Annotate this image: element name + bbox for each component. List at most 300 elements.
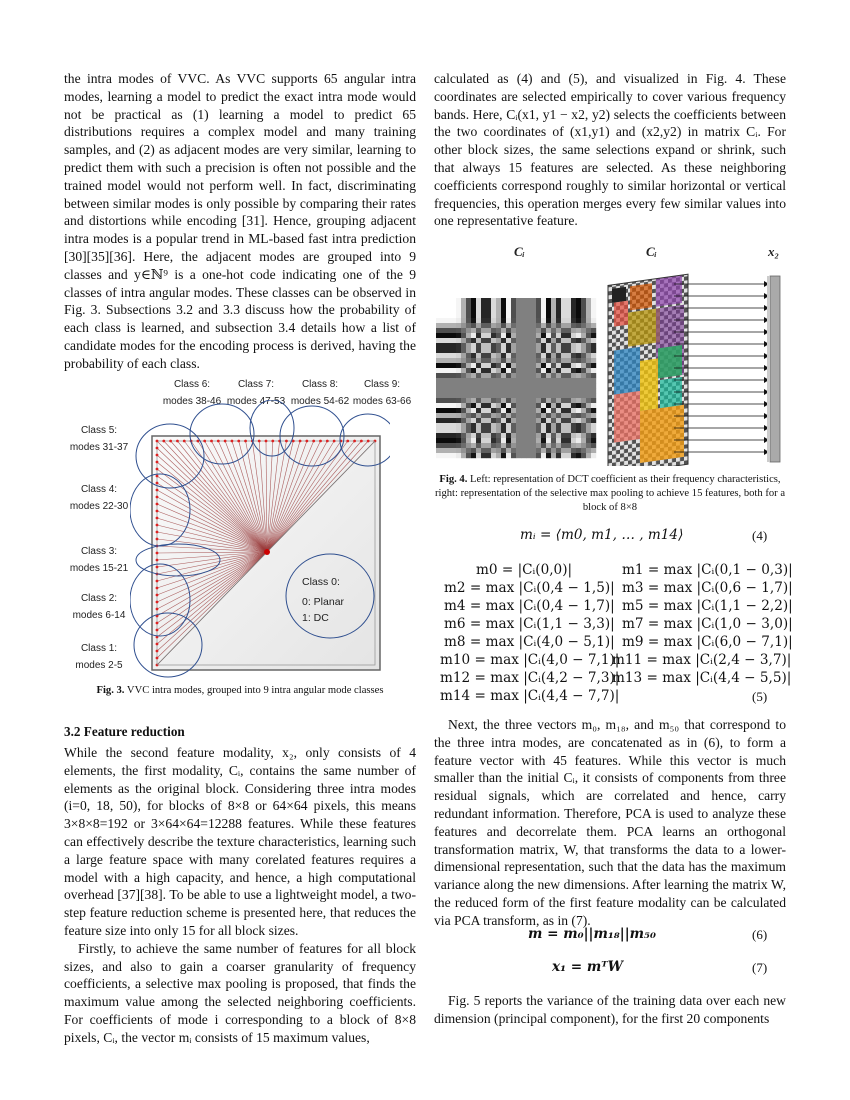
dct-basis-cell bbox=[531, 408, 536, 413]
class-modes: modes 63-66 bbox=[352, 396, 412, 407]
dct-basis-cell bbox=[436, 348, 441, 353]
dct-basis-cell bbox=[516, 363, 521, 368]
dct-basis-cell bbox=[491, 418, 496, 423]
dct-basis-cell bbox=[576, 343, 581, 348]
right-column-text-bottom bbox=[434, 992, 786, 1028]
mode-endpoint bbox=[156, 447, 159, 450]
dct-basis-cell bbox=[566, 398, 571, 403]
dct-basis-cell bbox=[501, 338, 506, 343]
dct-basis-cell bbox=[571, 338, 576, 343]
dct-basis-cell bbox=[486, 303, 491, 308]
dct-basis-cell bbox=[441, 408, 446, 413]
dct-basis-cell bbox=[481, 423, 486, 428]
dct-basis-cell bbox=[476, 308, 481, 313]
mode-endpoint bbox=[156, 482, 159, 485]
dct-basis-cell bbox=[491, 358, 496, 363]
dct-basis-cell bbox=[461, 453, 466, 458]
dct-basis-cell bbox=[581, 403, 586, 408]
dct-basis-cell bbox=[551, 413, 556, 418]
class-name: Class 3: bbox=[80, 546, 118, 557]
dct-basis-cell bbox=[436, 318, 441, 323]
mode-endpoint bbox=[156, 580, 159, 583]
dct-basis-cell bbox=[541, 298, 546, 303]
dct-basis-cell bbox=[461, 358, 466, 363]
dct-basis-cell bbox=[531, 303, 536, 308]
dct-basis-cell bbox=[501, 378, 506, 383]
dct-basis-cell bbox=[591, 343, 596, 348]
dct-basis-cell bbox=[566, 443, 571, 448]
paragraph: Fig. 5 reports the variance of the training data over each new dimension (principal component), for the first 20 components bbox=[434, 993, 786, 1026]
dct-basis-cell bbox=[586, 443, 591, 448]
dct-basis-cell bbox=[531, 358, 536, 363]
dct-basis-cell bbox=[541, 318, 546, 323]
dct-basis-cell bbox=[591, 363, 596, 368]
dct-basis-cell bbox=[481, 318, 486, 323]
dct-basis-cell bbox=[546, 428, 551, 433]
dct-basis-cell bbox=[571, 373, 576, 378]
dct-basis-cell bbox=[506, 333, 511, 338]
dct-basis-cell bbox=[541, 418, 546, 423]
dct-basis-cell bbox=[571, 428, 576, 433]
dct-basis-cell bbox=[466, 433, 471, 438]
dct-basis-cell bbox=[591, 313, 596, 318]
dct-basis-cell bbox=[566, 298, 571, 303]
mode-endpoint bbox=[156, 468, 159, 471]
dct-basis-cell bbox=[441, 313, 446, 318]
dct-basis-cell bbox=[586, 448, 591, 453]
dct-basis-cell bbox=[546, 388, 551, 393]
dct-basis-cell bbox=[441, 363, 446, 368]
dct-basis-cell bbox=[586, 383, 591, 388]
dct-basis-cell bbox=[536, 373, 541, 378]
dct-basis-cell bbox=[531, 453, 536, 458]
dct-basis-cell bbox=[491, 448, 496, 453]
dct-basis-cell bbox=[501, 313, 506, 318]
dct-basis-cell bbox=[491, 388, 496, 393]
dct-basis-cell bbox=[531, 448, 536, 453]
dct-basis-cell bbox=[451, 413, 456, 418]
dct-basis-cell bbox=[436, 338, 441, 343]
dct-basis-cell bbox=[551, 303, 556, 308]
dct-basis-cell bbox=[496, 373, 501, 378]
dct-basis-cell bbox=[551, 318, 556, 323]
dct-basis-cell bbox=[546, 323, 551, 328]
dct-basis-cell bbox=[581, 413, 586, 418]
dct-basis-cell bbox=[491, 313, 496, 318]
dct-basis-cell bbox=[521, 453, 526, 458]
dct-basis-cell bbox=[551, 428, 556, 433]
dct-basis-cell bbox=[566, 343, 571, 348]
dct-basis-cell bbox=[566, 318, 571, 323]
dct-basis-cell bbox=[476, 443, 481, 448]
dct-basis-cell bbox=[496, 378, 501, 383]
dct-basis-cell bbox=[541, 363, 546, 368]
section-heading: 3.2 Feature reduction bbox=[64, 724, 185, 739]
dct-basis-cell bbox=[466, 413, 471, 418]
dct-basis-cell bbox=[591, 433, 596, 438]
dct-basis-cell bbox=[561, 443, 566, 448]
dct-basis-cell bbox=[526, 408, 531, 413]
dct-basis-cell bbox=[576, 443, 581, 448]
dct-basis-cell bbox=[591, 453, 596, 458]
mode-endpoint bbox=[156, 587, 159, 590]
dct-basis-cell bbox=[511, 348, 516, 353]
mode-endpoint bbox=[156, 510, 159, 513]
caption-label: Fig. 4. bbox=[439, 474, 468, 485]
dct-basis-cell bbox=[501, 408, 506, 413]
dct-basis-cell bbox=[551, 443, 556, 448]
dct-basis-cell bbox=[486, 363, 491, 368]
dct-basis-cell bbox=[566, 353, 571, 358]
mode-endpoint bbox=[265, 440, 268, 443]
dct-basis-cell bbox=[441, 423, 446, 428]
dct-basis-cell bbox=[486, 358, 491, 363]
dct-basis-cell bbox=[436, 308, 441, 313]
dct-basis-cell bbox=[556, 443, 561, 448]
dct-basis-cell bbox=[451, 338, 456, 343]
dct-basis-cell bbox=[491, 328, 496, 333]
dct-basis-cell bbox=[481, 378, 486, 383]
dct-basis-cell bbox=[571, 308, 576, 313]
dct-basis-cell bbox=[536, 448, 541, 453]
dct-basis-cell bbox=[551, 368, 556, 373]
dct-basis-cell bbox=[536, 323, 541, 328]
dct-basis-cell bbox=[521, 433, 526, 438]
dct-basis-cell bbox=[461, 303, 466, 308]
dct-basis-cell bbox=[441, 393, 446, 398]
class-modes: modes 31-37 bbox=[69, 442, 129, 453]
dct-basis-cell bbox=[576, 428, 581, 433]
dct-basis-cell bbox=[516, 388, 521, 393]
dct-basis-cell bbox=[461, 433, 466, 438]
dct-basis-cell bbox=[531, 443, 536, 448]
dct-basis-cell bbox=[591, 338, 596, 343]
dct-basis-cell bbox=[446, 453, 451, 458]
dct-basis-cell bbox=[536, 328, 541, 333]
dct-basis-cell bbox=[441, 318, 446, 323]
dct-basis-cell bbox=[571, 418, 576, 423]
mode-endpoint bbox=[333, 440, 336, 443]
dct-basis-cell bbox=[546, 373, 551, 378]
dct-basis-cell bbox=[561, 393, 566, 398]
dct-basis-cell bbox=[546, 363, 551, 368]
dct-basis-cell bbox=[561, 363, 566, 368]
mode-endpoint bbox=[156, 489, 159, 492]
mode-endpoint bbox=[299, 440, 302, 443]
dct-basis-cell bbox=[441, 448, 446, 453]
dct-basis-cell bbox=[466, 308, 471, 313]
dct-basis-cell bbox=[441, 388, 446, 393]
class-modes: modes 22-30 bbox=[69, 501, 129, 512]
dct-basis-cell bbox=[516, 378, 521, 383]
dct-basis-cell bbox=[536, 393, 541, 398]
dct-basis-cell bbox=[461, 383, 466, 388]
dct-basis-cell bbox=[511, 393, 516, 398]
eq5-row-right: m1 = max |Cᵢ(0,1 − 0,3)| bbox=[622, 562, 793, 578]
dct-basis-cell bbox=[566, 388, 571, 393]
dct-basis-cell bbox=[441, 428, 446, 433]
dct-basis-cell bbox=[576, 438, 581, 443]
dct-basis-cell bbox=[521, 343, 526, 348]
dct-basis-cell bbox=[536, 443, 541, 448]
dct-basis-cell bbox=[471, 413, 476, 418]
dct-basis-cell bbox=[451, 313, 456, 318]
dct-basis-cell bbox=[561, 303, 566, 308]
dct-basis-cell bbox=[501, 413, 506, 418]
dct-basis-cell bbox=[521, 318, 526, 323]
dct-basis-cell bbox=[481, 373, 486, 378]
dct-basis-cell bbox=[446, 408, 451, 413]
dct-basis-cell bbox=[496, 343, 501, 348]
dct-basis-cell bbox=[511, 363, 516, 368]
dct-basis-cell bbox=[436, 398, 441, 403]
dct-basis-cell bbox=[446, 358, 451, 363]
figure-3-caption bbox=[64, 684, 416, 698]
fig4-label-left: Cᵢ bbox=[514, 244, 525, 259]
dct-basis-cell bbox=[566, 368, 571, 373]
dct-basis-cell bbox=[481, 393, 486, 398]
dct-basis-cell bbox=[516, 368, 521, 373]
dct-basis-cell bbox=[581, 333, 586, 338]
dct-basis-cell bbox=[551, 388, 556, 393]
dct-basis-cell bbox=[466, 338, 471, 343]
dct-basis-cell bbox=[501, 333, 506, 338]
dct-basis-cell bbox=[526, 453, 531, 458]
dct-basis-cell bbox=[471, 373, 476, 378]
dct-basis-cell bbox=[546, 453, 551, 458]
dct-basis-cell bbox=[496, 413, 501, 418]
dct-basis-cell bbox=[566, 413, 571, 418]
mode-endpoint bbox=[156, 650, 159, 653]
dct-basis-cell bbox=[466, 313, 471, 318]
dct-basis-cell bbox=[461, 388, 466, 393]
dct-basis-cell bbox=[501, 448, 506, 453]
dct-basis-cell bbox=[456, 433, 461, 438]
dct-basis-cell bbox=[446, 373, 451, 378]
dct-basis-cell bbox=[571, 423, 576, 428]
dct-basis-cell bbox=[481, 383, 486, 388]
dct-basis-cell bbox=[496, 443, 501, 448]
dct-basis-cell bbox=[556, 448, 561, 453]
dct-basis-cell bbox=[511, 438, 516, 443]
dct-basis-cell bbox=[526, 388, 531, 393]
dct-basis-cell bbox=[496, 423, 501, 428]
dct-basis-cell bbox=[576, 298, 581, 303]
dct-basis-cell bbox=[456, 358, 461, 363]
dct-basis-cell bbox=[466, 418, 471, 423]
dct-basis-cell bbox=[556, 433, 561, 438]
dct-basis-cell bbox=[576, 328, 581, 333]
dct-basis-cell bbox=[531, 323, 536, 328]
dct-basis-cell bbox=[466, 438, 471, 443]
dct-basis-cell bbox=[581, 448, 586, 453]
dct-basis-cell bbox=[451, 328, 456, 333]
dct-basis-cell bbox=[496, 433, 501, 438]
dct-basis-cell bbox=[591, 308, 596, 313]
dct-basis-cell bbox=[586, 423, 591, 428]
dct-basis-cell bbox=[466, 403, 471, 408]
dct-basis-cell bbox=[436, 418, 441, 423]
dct-basis-cell bbox=[531, 298, 536, 303]
dct-basis-cell bbox=[531, 398, 536, 403]
dct-basis-cell bbox=[486, 438, 491, 443]
dct-basis-cell bbox=[536, 428, 541, 433]
dct-basis-cell bbox=[516, 453, 521, 458]
mode-endpoint bbox=[224, 440, 227, 443]
dct-basis-cell bbox=[581, 368, 586, 373]
dct-basis-cell bbox=[541, 433, 546, 438]
dct-basis-cell bbox=[461, 378, 466, 383]
dct-basis-cell bbox=[466, 388, 471, 393]
dct-basis-cell bbox=[506, 303, 511, 308]
dct-basis-cell bbox=[476, 398, 481, 403]
dct-basis-cell bbox=[466, 348, 471, 353]
dct-basis-cell bbox=[436, 368, 441, 373]
dct-basis-cell bbox=[466, 328, 471, 333]
dct-basis-cell bbox=[451, 398, 456, 403]
dct-basis-cell bbox=[461, 413, 466, 418]
dct-basis-cell bbox=[486, 378, 491, 383]
equation-7: x₁ = mᵀW bbox=[552, 959, 623, 975]
dct-basis-cell bbox=[581, 383, 586, 388]
dct-basis-cell bbox=[441, 413, 446, 418]
dct-basis-cell bbox=[561, 368, 566, 373]
dct-basis-cell bbox=[581, 408, 586, 413]
right-column-text-mid bbox=[434, 716, 786, 930]
dct-basis-cell bbox=[516, 403, 521, 408]
dct-basis-cell bbox=[491, 378, 496, 383]
figure-4-caption bbox=[434, 473, 786, 515]
dct-basis-cell bbox=[496, 298, 501, 303]
dct-basis-cell bbox=[541, 338, 546, 343]
mode-endpoint bbox=[156, 454, 159, 457]
dct-basis-cell bbox=[496, 313, 501, 318]
dct-basis-cell bbox=[526, 373, 531, 378]
dct-basis-cell bbox=[456, 423, 461, 428]
dct-basis-cell bbox=[491, 363, 496, 368]
dct-basis-cell bbox=[456, 303, 461, 308]
dct-basis-cell bbox=[436, 448, 441, 453]
mode-endpoint bbox=[305, 440, 308, 443]
dct-basis-cell bbox=[561, 333, 566, 338]
dct-basis-cell bbox=[496, 403, 501, 408]
dct-basis-cell bbox=[506, 328, 511, 333]
dct-basis-cell bbox=[506, 353, 511, 358]
dct-basis-cell bbox=[456, 353, 461, 358]
dct-basis-cell bbox=[496, 308, 501, 313]
dct-basis-cell bbox=[511, 368, 516, 373]
dct-basis-cell bbox=[461, 308, 466, 313]
dct-basis-cell bbox=[561, 358, 566, 363]
dct-basis-cell bbox=[441, 433, 446, 438]
dct-basis-cell bbox=[576, 388, 581, 393]
dct-basis-cell bbox=[496, 383, 501, 388]
dct-basis-cell bbox=[531, 373, 536, 378]
dct-basis-cell bbox=[591, 413, 596, 418]
dct-basis-cell bbox=[501, 433, 506, 438]
dct-basis-cell bbox=[501, 383, 506, 388]
dct-basis-cell bbox=[471, 408, 476, 413]
dct-basis-cell bbox=[531, 343, 536, 348]
dct-basis-cell bbox=[461, 318, 466, 323]
dct-basis-cell bbox=[521, 438, 526, 443]
dct-basis-cell bbox=[436, 393, 441, 398]
dct-basis-cell bbox=[491, 438, 496, 443]
dct-basis-cell bbox=[466, 333, 471, 338]
dct-basis-cell bbox=[516, 358, 521, 363]
dct-basis-cell bbox=[571, 343, 576, 348]
dct-basis-cell bbox=[436, 388, 441, 393]
dct-basis-cell bbox=[536, 378, 541, 383]
dct-basis-cell bbox=[546, 343, 551, 348]
dct-basis-cell bbox=[456, 308, 461, 313]
dct-basis-cell bbox=[451, 443, 456, 448]
dct-basis-cell bbox=[501, 403, 506, 408]
class-modes: modes 47-53 bbox=[226, 396, 286, 407]
dct-basis-cell bbox=[536, 348, 541, 353]
dct-basis-cell bbox=[541, 368, 546, 373]
dct-basis-cell bbox=[581, 318, 586, 323]
dct-basis-cell bbox=[456, 373, 461, 378]
dct-basis-cell bbox=[531, 383, 536, 388]
dct-basis-cell bbox=[481, 448, 486, 453]
dct-basis-cell bbox=[516, 428, 521, 433]
dct-basis-cell bbox=[531, 418, 536, 423]
dct-basis-cell bbox=[471, 328, 476, 333]
dct-basis-cell bbox=[526, 383, 531, 388]
dct-basis-cell bbox=[516, 423, 521, 428]
dct-basis-cell bbox=[551, 423, 556, 428]
dct-basis-cell bbox=[496, 393, 501, 398]
dct-basis-cell bbox=[486, 343, 491, 348]
dct-basis-cell bbox=[456, 298, 461, 303]
dct-basis-cell bbox=[461, 428, 466, 433]
class-0-planar: 0: Planar bbox=[302, 596, 345, 608]
dct-basis-cell bbox=[501, 328, 506, 333]
dct-basis-cell bbox=[451, 318, 456, 323]
dct-basis-cell bbox=[561, 323, 566, 328]
dct-basis-cell bbox=[476, 383, 481, 388]
dct-basis-cell bbox=[481, 343, 486, 348]
dct-basis-cell bbox=[571, 408, 576, 413]
dct-basis-cell bbox=[476, 353, 481, 358]
dct-basis-cell bbox=[581, 433, 586, 438]
dct-basis-cell bbox=[481, 323, 486, 328]
dct-basis-cell bbox=[551, 378, 556, 383]
dct-basis-cell bbox=[586, 313, 591, 318]
dct-basis-cell bbox=[586, 373, 591, 378]
dct-basis-cell bbox=[471, 423, 476, 428]
dct-basis-cell bbox=[451, 333, 456, 338]
dct-basis-cell bbox=[501, 358, 506, 363]
dct-basis-cell bbox=[456, 398, 461, 403]
dct-basis-cell bbox=[566, 363, 571, 368]
dct-basis-cell bbox=[546, 443, 551, 448]
dct-basis-cell bbox=[466, 318, 471, 323]
dct-basis-cell bbox=[541, 328, 546, 333]
dct-basis-cell bbox=[471, 333, 476, 338]
dct-basis-cell bbox=[526, 363, 531, 368]
dct-basis-cell bbox=[566, 323, 571, 328]
dct-basis-cell bbox=[436, 328, 441, 333]
dct-basis-cell bbox=[446, 388, 451, 393]
dct-basis-cell bbox=[506, 398, 511, 403]
dct-basis-cell bbox=[536, 388, 541, 393]
dct-basis-cell bbox=[576, 318, 581, 323]
dct-basis-cell bbox=[576, 433, 581, 438]
dct-basis-cell bbox=[501, 398, 506, 403]
dct-basis-cell bbox=[561, 408, 566, 413]
